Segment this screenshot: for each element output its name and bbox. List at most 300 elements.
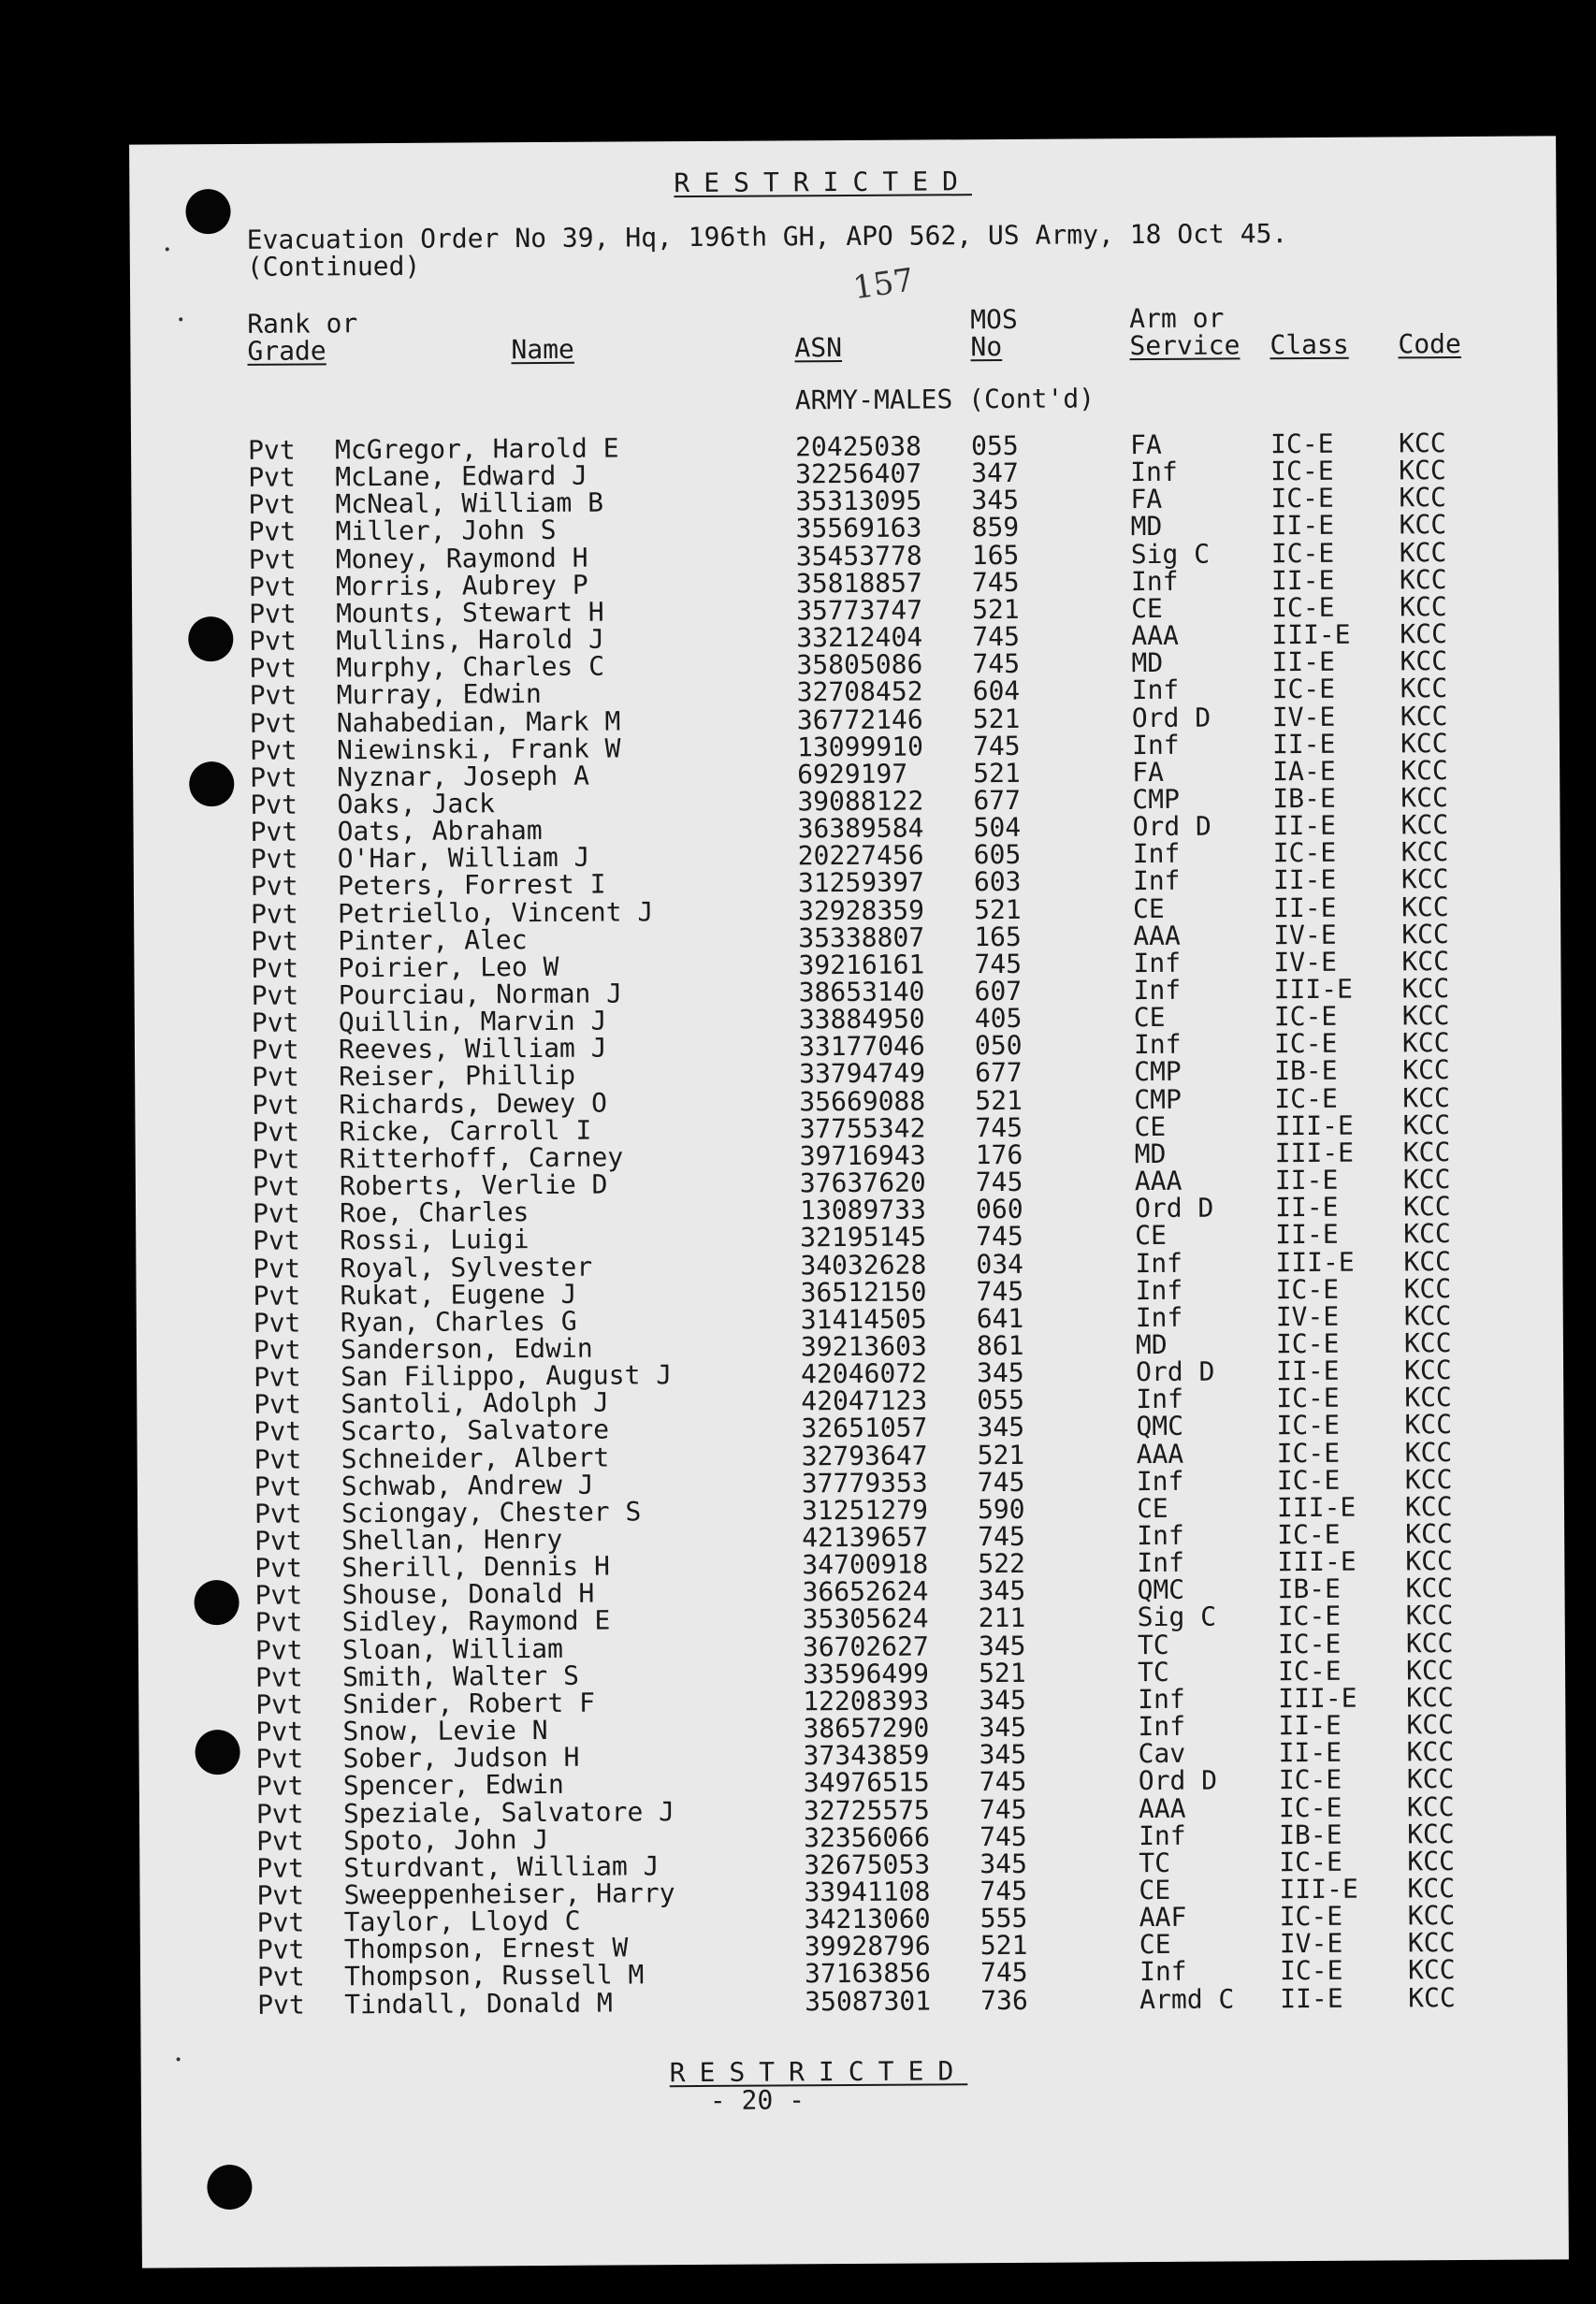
service-cell: Inf [1133, 1029, 1182, 1061]
service-cell: Inf [1135, 1301, 1183, 1333]
rank-cell: Pvt [249, 598, 297, 630]
name-cell: Scarto, Salvatore [341, 1413, 610, 1447]
service-cell: Inf [1135, 1247, 1183, 1279]
class-cell: IC-E [1278, 1791, 1342, 1823]
service-cell: CMP [1132, 783, 1181, 816]
name-cell: Snow, Levie N [342, 1715, 548, 1747]
class-cell: IA-E [1272, 755, 1336, 788]
service-cell: AAF [1139, 1901, 1187, 1934]
name-cell: Nyznar, Joseph A [337, 760, 590, 793]
mos-cell: 345 [979, 1739, 1027, 1771]
mos-cell: 745 [971, 566, 1020, 598]
punch-hole [185, 189, 230, 234]
name-cell: Roberts, Verlie D [339, 1168, 608, 1202]
rank-cell: Pvt [254, 1552, 303, 1585]
class-cell: IC-E [1270, 455, 1334, 487]
name-cell: Shouse, Donald H [341, 1577, 595, 1611]
name-cell: Nahabedian, Mark M [336, 704, 621, 738]
asn-cell: 34700918 [802, 1548, 929, 1581]
class-cell: IC-E [1275, 1273, 1340, 1305]
service-cell: Inf [1133, 947, 1182, 978]
service-cell: CE [1135, 1220, 1168, 1252]
rank-cell: Pvt [255, 1798, 304, 1830]
handwritten-page-number: 157 [850, 261, 917, 308]
name-cell: Pinter, Alec [338, 923, 528, 957]
mos-cell: 347 [971, 457, 1019, 489]
code-cell: KCC [1403, 1327, 1452, 1359]
class-cell: II-E [1274, 1164, 1339, 1196]
column-header-code: Code [1398, 327, 1461, 360]
class-cell: IC-E [1270, 483, 1334, 514]
asn-cell: 39213603 [800, 1330, 927, 1363]
rank-cell: Pvt [254, 1525, 302, 1557]
mos-cell: 745 [975, 1111, 1023, 1143]
name-cell: McGregor, Harold E [334, 432, 619, 466]
mos-cell: 345 [977, 1356, 1024, 1389]
service-cell: AAA [1136, 1438, 1184, 1470]
section-title: ARMY-MALES (Cont'd) [794, 383, 1095, 416]
rank-cell: Pvt [251, 979, 299, 1011]
code-cell: KCC [1405, 1518, 1453, 1550]
asn-cell: 32708452 [796, 675, 923, 708]
code-cell: KCC [1399, 482, 1447, 514]
name-cell: Snider, Robert F [342, 1687, 596, 1720]
asn-cell: 39716943 [799, 1139, 926, 1172]
mos-cell: 745 [979, 1793, 1027, 1825]
code-cell: KCC [1403, 1218, 1451, 1250]
mos-cell: 345 [979, 1684, 1026, 1717]
code-cell: KCC [1400, 700, 1448, 732]
code-cell: KCC [1400, 863, 1449, 895]
name-cell: Spencer, Edwin [342, 1769, 564, 1802]
name-cell: Petriello, Vincent J [338, 895, 654, 929]
rank-cell: Pvt [248, 461, 296, 494]
paper-speck [166, 247, 169, 251]
asn-cell: 31251279 [801, 1494, 928, 1527]
rank-cell: Pvt [252, 1143, 300, 1175]
class-cell: III-E [1278, 1682, 1357, 1715]
rank-cell: Pvt [251, 952, 299, 984]
asn-cell: 33596499 [802, 1658, 930, 1690]
asn-cell: 36772146 [796, 703, 923, 735]
asn-cell: 39928796 [804, 1930, 931, 1963]
code-cell: KCC [1401, 918, 1449, 950]
service-cell: TC [1137, 1629, 1169, 1660]
asn-cell: 35569163 [795, 512, 922, 544]
service-cell: Ord D [1131, 702, 1212, 733]
service-cell: FA [1130, 484, 1163, 515]
asn-cell: 34976515 [803, 1766, 930, 1799]
name-cell: Poirier, Leo W [338, 950, 559, 984]
name-cell: Murray, Edwin [336, 678, 542, 711]
code-cell: KCC [1400, 782, 1449, 814]
name-cell: Mullins, Harold J [336, 623, 604, 657]
service-cell: CE [1134, 1110, 1167, 1142]
rank-cell: Pvt [254, 1361, 301, 1393]
service-cell: Sig C [1137, 1601, 1217, 1633]
mos-cell: 745 [972, 648, 1021, 680]
rank-cell: Pvt [256, 1879, 305, 1911]
name-cell: Reeves, William J [338, 1032, 607, 1065]
mos-cell: 345 [978, 1575, 1026, 1607]
document-title: Evacuation Order No 39, Hq, 196th GH, APO 562, US Army, 18 Oct 45. [246, 218, 1288, 255]
service-cell: Inf [1130, 456, 1178, 488]
code-cell: KCC [1400, 891, 1449, 922]
service-cell: CE [1132, 892, 1165, 924]
asn-cell: 42139657 [802, 1521, 929, 1554]
class-cell: IC-E [1271, 591, 1335, 624]
service-cell: AAA [1134, 1165, 1182, 1197]
service-cell: CE [1139, 1929, 1171, 1961]
rank-cell: Pvt [247, 434, 296, 466]
column-header-service: Service [1129, 329, 1241, 362]
mos-cell: 521 [973, 893, 1022, 925]
asn-cell: 33177046 [798, 1030, 925, 1063]
asn-cell: 35773747 [796, 594, 923, 627]
asn-cell: 32256407 [795, 457, 922, 490]
class-cell: II-E [1275, 1219, 1339, 1251]
class-cell: IC-E [1275, 1327, 1340, 1360]
name-cell: Ricke, Carroll I [339, 1114, 592, 1148]
column-header-mos: MOS [970, 303, 1018, 336]
code-cell: KCC [1400, 727, 1448, 760]
class-cell: II-E [1278, 1736, 1342, 1769]
mos-cell: 745 [979, 1820, 1027, 1852]
mos-cell: 745 [979, 1957, 1028, 1989]
column-header-class: Class [1270, 328, 1349, 361]
mos-cell: 176 [975, 1138, 1023, 1171]
mos-cell: 521 [975, 1084, 1023, 1116]
rank-cell: Pvt [252, 1089, 300, 1121]
service-cell: Inf [1136, 1465, 1184, 1497]
asn-cell: 36389584 [797, 812, 924, 845]
mos-cell: 745 [972, 730, 1021, 761]
name-cell: Taylor, Lloyd C [343, 1905, 581, 1938]
code-cell: KCC [1399, 563, 1447, 596]
code-cell: KCC [1401, 1027, 1450, 1059]
name-cell: Morris, Aubrey P [335, 569, 588, 602]
column-header-rank: Rank or [247, 308, 358, 340]
class-cell: II-E [1271, 646, 1336, 678]
mos-cell: 521 [972, 703, 1021, 734]
rank-cell: Pvt [251, 1007, 299, 1039]
rank-cell: Pvt [248, 516, 297, 548]
service-cell: CE [1133, 1002, 1166, 1034]
rank-cell: Pvt [256, 1961, 305, 1993]
service-cell: MD [1135, 1328, 1168, 1361]
mos-cell: 677 [973, 784, 1022, 817]
class-cell: III-E [1274, 1137, 1355, 1169]
service-cell: AAA [1133, 920, 1181, 951]
service-cell: Inf [1137, 1519, 1184, 1552]
service-cell: Inf [1136, 1384, 1183, 1415]
name-cell: Rukat, Eugene J [340, 1278, 577, 1311]
service-cell: Inf [1133, 974, 1182, 1007]
name-cell: Thompson, Russell M [343, 1959, 645, 1992]
rank-cell: Pvt [248, 571, 297, 602]
code-cell: KCC [1402, 1109, 1451, 1141]
class-cell: IC-E [1279, 1846, 1342, 1878]
code-cell: KCC [1406, 1736, 1455, 1768]
asn-cell: 20227456 [797, 839, 924, 872]
class-cell: IC-E [1274, 1082, 1338, 1114]
mos-cell: 745 [978, 1520, 1025, 1553]
rank-cell: Pvt [252, 1062, 299, 1094]
asn-cell: 37343859 [803, 1739, 930, 1772]
asn-cell: 39216161 [798, 949, 925, 981]
name-cell: Pourciau, Norman J [338, 978, 623, 1011]
asn-cell: 36652624 [802, 1575, 929, 1608]
class-cell: III-E [1279, 1873, 1358, 1906]
mos-cell: 345 [979, 1711, 1027, 1744]
service-cell: CMP [1134, 1083, 1182, 1115]
mos-cell: 060 [975, 1194, 1023, 1225]
asn-cell: 31259397 [797, 866, 924, 899]
code-cell: KCC [1406, 1790, 1455, 1822]
class-cell: IV-E [1275, 1300, 1340, 1333]
mos-cell: 034 [976, 1248, 1024, 1280]
name-cell: Sherill, Dennis H [341, 1550, 611, 1584]
rank-cell: Pvt [249, 625, 297, 657]
name-cell: Oats, Abraham [337, 815, 543, 848]
paper-speck [179, 317, 182, 321]
document-page [129, 136, 1569, 2268]
mos-cell: 604 [972, 675, 1021, 707]
name-cell: McNeal, William B [335, 486, 604, 520]
service-cell: Inf [1131, 729, 1180, 761]
asn-cell: 36702627 [802, 1630, 929, 1662]
mos-cell: 521 [973, 757, 1021, 789]
class-cell: IC-E [1271, 674, 1336, 705]
name-cell: Schwab, Andrew J [341, 1469, 594, 1502]
name-cell: Smith, Walter S [341, 1659, 580, 1693]
code-cell: KCC [1399, 455, 1446, 486]
asn-cell: 33794749 [799, 1057, 926, 1090]
name-cell: Murphy, Charles C [336, 650, 605, 684]
class-cell: IV-E [1273, 946, 1337, 978]
asn-cell: 6929197 [797, 758, 908, 790]
rank-cell: Pvt [254, 1388, 301, 1421]
rank-cell: Pvt [249, 652, 297, 685]
code-cell: KCC [1403, 1299, 1452, 1332]
mos-cell: 405 [974, 1003, 1023, 1035]
service-cell: MD [1134, 1138, 1167, 1170]
code-cell: KCC [1400, 673, 1448, 704]
service-cell: Inf [1130, 565, 1179, 597]
class-cell: III-E [1271, 618, 1351, 651]
rank-cell: Pvt [254, 1415, 302, 1448]
class-cell: IB-E [1279, 1819, 1342, 1850]
code-cell: KCC [1400, 645, 1448, 677]
service-cell: FA [1132, 756, 1165, 788]
name-cell: O'Har, William J [337, 841, 590, 875]
code-cell: KCC [1402, 1081, 1451, 1113]
service-cell: FA [1129, 428, 1162, 461]
asn-cell: 35669088 [799, 1085, 926, 1117]
class-cell: IC-E [1276, 1383, 1340, 1414]
column-header-name: Name [511, 333, 574, 366]
name-cell: Sturdvant, William J [343, 1850, 660, 1884]
service-cell: TC [1137, 1656, 1169, 1688]
rank-cell: Pvt [249, 734, 297, 766]
mos-cell: 521 [977, 1439, 1025, 1471]
code-cell: KCC [1398, 427, 1446, 459]
class-cell: III-E [1274, 1109, 1354, 1141]
code-cell: KCC [1405, 1600, 1454, 1631]
asn-cell: 37779353 [801, 1467, 928, 1500]
code-cell: KCC [1405, 1627, 1454, 1659]
class-cell: II-E [1270, 564, 1335, 596]
code-cell: KCC [1404, 1490, 1453, 1523]
column-header-asn: ASN [794, 332, 843, 364]
asn-cell: 35805086 [796, 648, 923, 681]
service-cell: Inf [1131, 674, 1180, 706]
code-cell: KCC [1407, 1900, 1456, 1932]
class-cell: IB-E [1274, 1055, 1338, 1087]
class-cell: II-E [1272, 809, 1337, 842]
rank-cell: Pvt [251, 1034, 299, 1066]
class-cell: III-E [1273, 973, 1354, 1006]
name-cell: Reiser, Phillip [339, 1060, 576, 1093]
service-cell: Armd C [1139, 1983, 1235, 2015]
rank-cell: Pvt [252, 1116, 300, 1148]
code-cell: KCC [1400, 836, 1449, 868]
column-header-arm: Arm or [1129, 302, 1225, 335]
class-cell: II-E [1271, 728, 1336, 760]
paper-speck [177, 2057, 181, 2061]
mos-cell: 345 [979, 1848, 1028, 1879]
class-cell: IC-E [1272, 837, 1337, 869]
table-row [140, 1983, 1567, 2019]
mos-cell: 555 [979, 1902, 1028, 1934]
mos-cell: 504 [973, 811, 1022, 844]
asn-cell: 34032628 [800, 1248, 927, 1281]
class-cell: IV-E [1279, 1928, 1343, 1960]
name-cell: Santoli, Adolph J [341, 1386, 609, 1420]
code-cell: KCC [1404, 1409, 1453, 1441]
service-cell: TC [1139, 1847, 1171, 1878]
rank-cell: Pvt [249, 679, 297, 712]
name-cell: Richards, Dewey O [339, 1087, 608, 1120]
name-cell: Royal, Sylvester [340, 1251, 593, 1283]
column-header-mos-no: No [970, 330, 1003, 363]
code-cell: KCC [1404, 1436, 1453, 1468]
service-cell: Cav [1138, 1738, 1186, 1770]
rank-cell: Pvt [254, 1607, 303, 1639]
mos-cell: 859 [971, 512, 1020, 543]
mos-cell: 745 [979, 1766, 1027, 1798]
name-cell: Schneider, Albert [341, 1442, 610, 1474]
class-cell: IC-E [1277, 1601, 1342, 1632]
rank-cell: Pvt [250, 761, 297, 793]
code-cell: KCC [1399, 536, 1447, 568]
class-cell: IC-E [1273, 1000, 1338, 1033]
service-cell: MD [1130, 511, 1163, 543]
name-cell: Speziale, Salvatore J [342, 1795, 675, 1829]
code-cell: KCC [1400, 754, 1448, 787]
restricted-footer: RESTRICTED [669, 2055, 968, 2089]
class-cell: IV-E [1273, 919, 1337, 950]
asn-cell: 32793647 [801, 1440, 928, 1471]
mos-cell: 521 [979, 1930, 1028, 1962]
service-cell: Inf [1138, 1710, 1186, 1743]
service-cell: CMP [1134, 1056, 1182, 1088]
class-cell: II-E [1272, 864, 1337, 896]
rank-cell: Pvt [251, 898, 298, 930]
asn-cell: 33884950 [798, 1003, 925, 1036]
mos-cell: 522 [978, 1547, 1026, 1580]
rank-cell: Pvt [256, 1825, 304, 1857]
asn-cell: 37637620 [799, 1166, 926, 1199]
code-cell: KCC [1403, 1245, 1452, 1277]
mos-cell: 345 [971, 485, 1020, 516]
code-cell: KCC [1405, 1654, 1454, 1687]
code-cell: KCC [1404, 1355, 1452, 1386]
code-cell: KCC [1407, 1818, 1455, 1850]
mos-cell: 165 [971, 539, 1020, 571]
rank-cell: Pvt [250, 870, 298, 903]
class-cell: II-E [1280, 1982, 1343, 2014]
name-cell: Tindall, Donald M [344, 1987, 613, 2020]
code-cell: KCC [1402, 1136, 1451, 1168]
code-cell: KCC [1400, 618, 1447, 650]
rank-cell: Pvt [254, 1634, 303, 1666]
rank-cell: Pvt [252, 1197, 300, 1230]
class-cell: III-E [1275, 1246, 1355, 1278]
rank-cell: Pvt [255, 1716, 304, 1747]
class-cell: IC-E [1277, 1655, 1342, 1687]
rank-cell: Pvt [256, 1934, 305, 1966]
service-cell: CE [1131, 592, 1163, 625]
rank-cell: Pvt [255, 1770, 304, 1803]
asn-cell: 42046072 [801, 1357, 928, 1390]
asn-cell: 32356066 [804, 1821, 931, 1853]
name-cell: Money, Raymond H [335, 542, 588, 574]
code-cell: KCC [1405, 1572, 1454, 1604]
code-cell: KCC [1402, 1054, 1450, 1086]
code-cell: KCC [1407, 1927, 1456, 1959]
code-cell: KCC [1401, 945, 1450, 978]
name-cell: Rossi, Luigi [340, 1224, 530, 1256]
code-cell: KCC [1402, 1191, 1451, 1223]
class-cell: IC-E [1270, 537, 1335, 569]
asn-cell: 39088122 [797, 785, 924, 818]
mos-cell: 605 [973, 839, 1022, 871]
name-cell: Oaks, Jack [337, 788, 496, 820]
mos-cell: 745 [979, 1875, 1028, 1907]
asn-cell: 32928359 [797, 894, 925, 926]
code-cell: KCC [1408, 1981, 1456, 2013]
class-cell: IC-E [1279, 1900, 1343, 1933]
mos-cell: 641 [976, 1302, 1024, 1334]
rank-cell: Pvt [253, 1280, 301, 1311]
name-cell: Peters, Forrest I [337, 868, 606, 902]
service-cell: Inf [1139, 1819, 1186, 1851]
mos-cell: 745 [976, 1221, 1023, 1253]
class-cell: II-E [1274, 1191, 1339, 1224]
code-cell: KCC [1407, 1872, 1456, 1905]
mos-cell: 050 [974, 1030, 1023, 1062]
asn-cell: 38653140 [798, 976, 925, 1008]
name-cell: Sweeppenheiser, Harry [343, 1877, 675, 1911]
mos-cell: 745 [974, 948, 1023, 980]
name-cell: Miller, John S [335, 514, 557, 547]
rank-cell: Pvt [253, 1334, 301, 1366]
class-cell: II-E [1276, 1355, 1340, 1387]
punch-hole [207, 2165, 252, 2210]
asn-cell: 42047123 [801, 1384, 928, 1417]
asn-cell: 34213060 [804, 1903, 931, 1935]
